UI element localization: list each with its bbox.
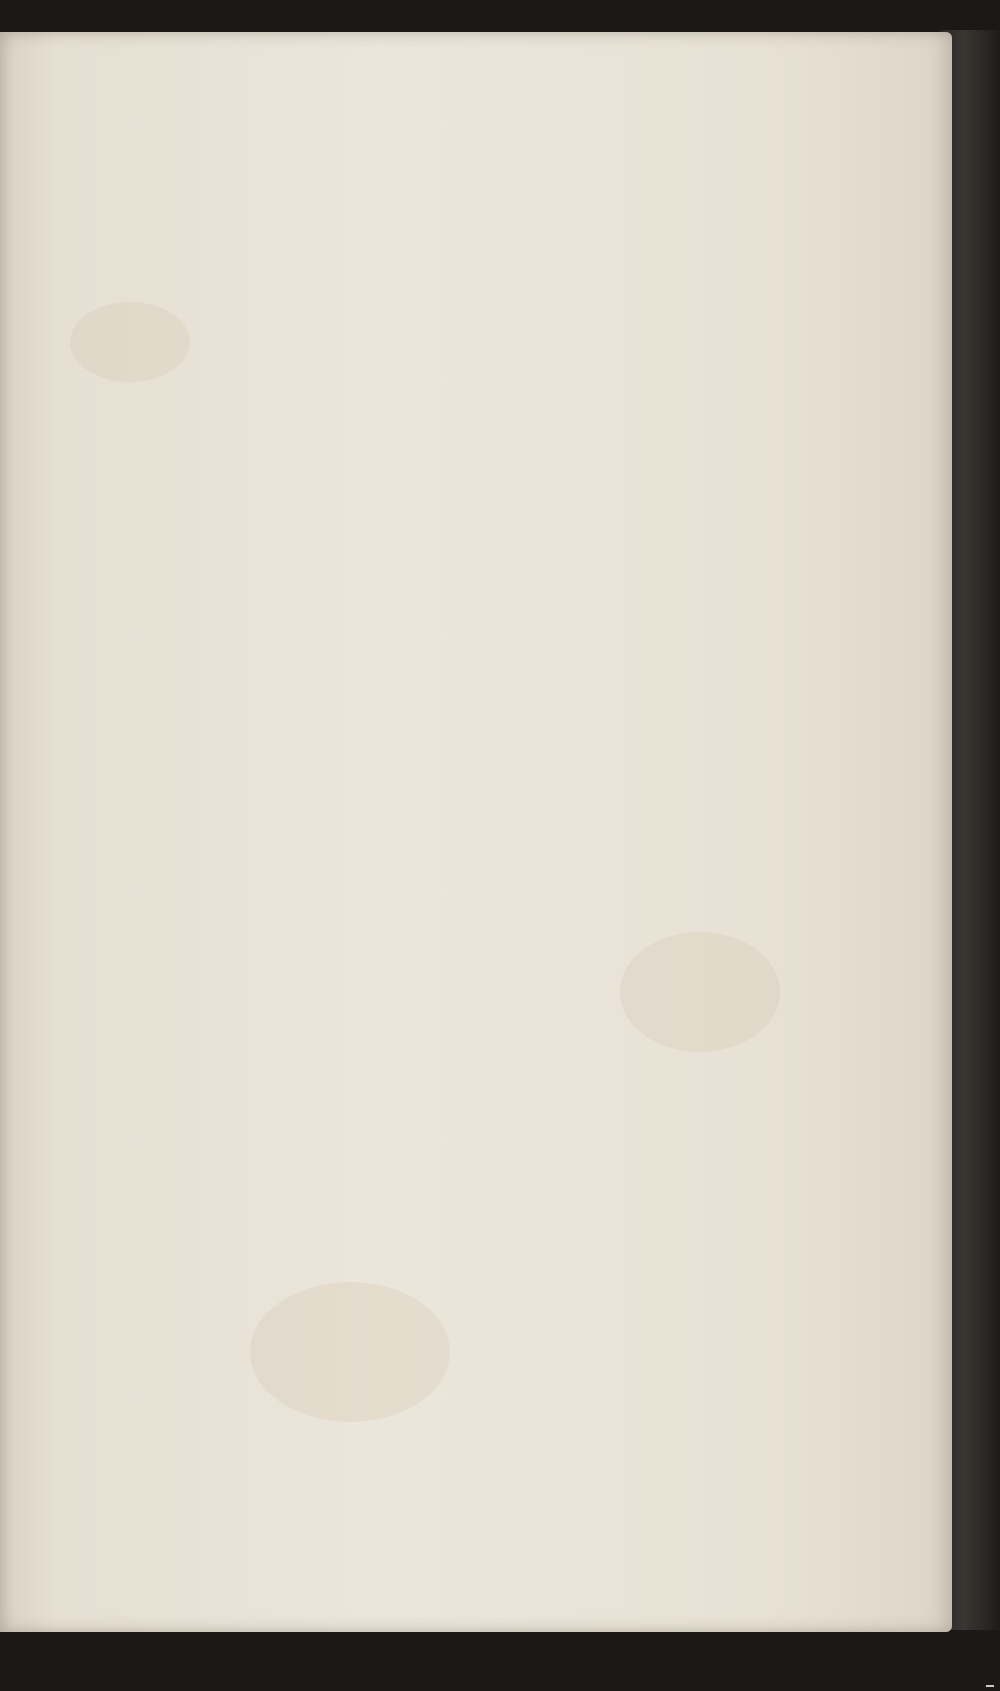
paper-stain [250, 1282, 450, 1422]
paper-stain [620, 932, 780, 1052]
book-page [0, 32, 952, 1632]
digitization-footer [982, 1685, 994, 1687]
dfg-logo-icon [986, 1685, 994, 1687]
paper-stain [70, 302, 190, 382]
